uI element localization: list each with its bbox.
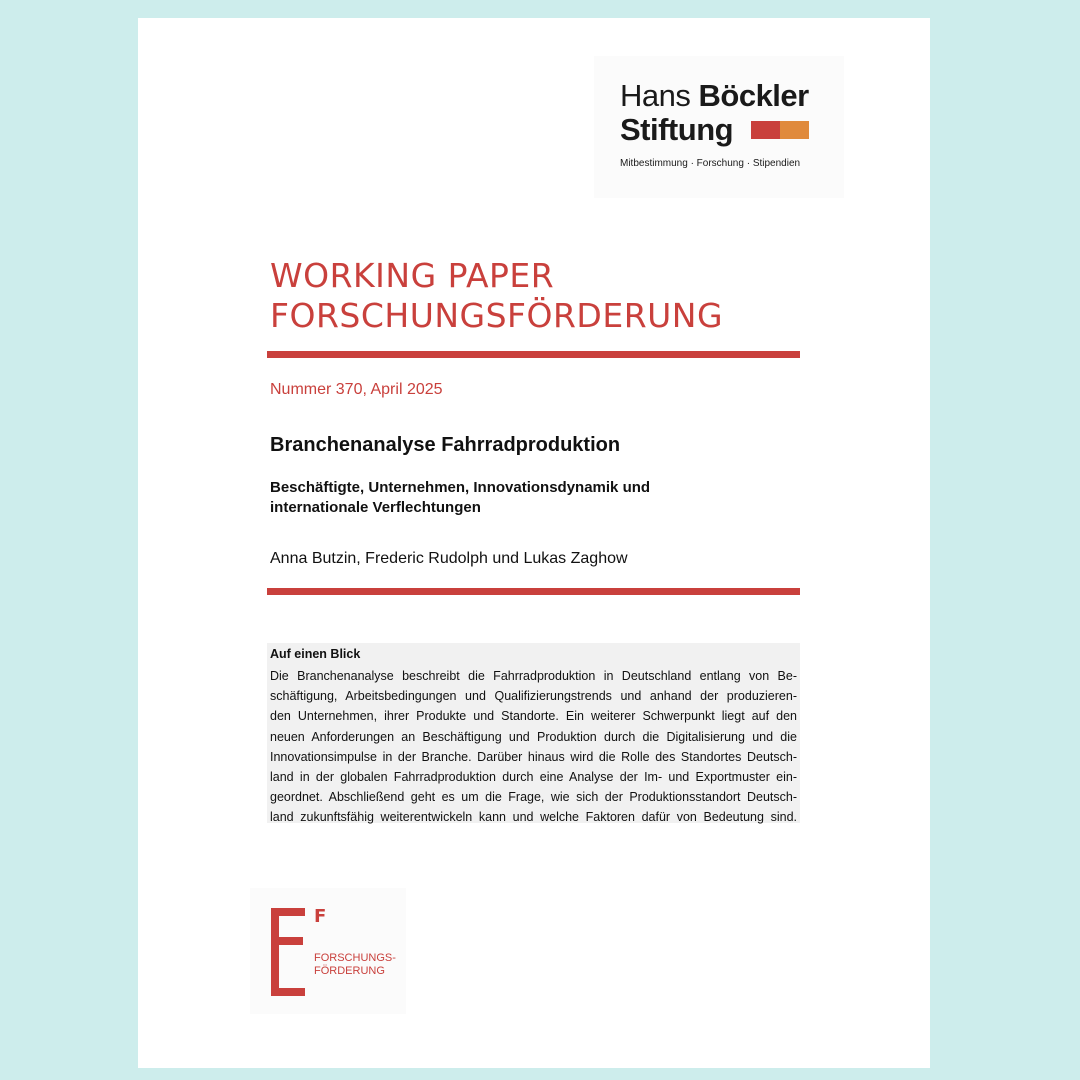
ff-logo-stem [271, 908, 279, 996]
logo-stiftung: Stiftung [620, 112, 734, 147]
abstract-line: geordnet. Abschließend geht es um die Frage, wie sich der Produktionsstandort Deutsch- [270, 790, 797, 805]
logo-orange-square [780, 121, 809, 139]
abstract-line: den Unternehmen, ihrer Produkte und Standorte. Ein weiterer Schwerpunkt liegt auf den [270, 709, 797, 724]
ff-logo-line1: FORSCHUNGS- [314, 952, 396, 964]
abstract-text [270, 666, 797, 828]
logo-tagline: Mitbestimmung · Forschung · Stipendien [620, 158, 801, 169]
hans-boeckler-stiftung-logo [594, 56, 844, 198]
abstract-line: land zukunftsfähig weiterentwickeln kann und welche Faktoren dafür von Bedeutung sind. [270, 810, 797, 825]
logo-red-square [751, 121, 780, 139]
logo-hans: Hans [620, 78, 691, 113]
top-divider [267, 351, 800, 358]
ff-logo-top-bar [271, 908, 305, 916]
subtitle-line1: Beschäftigte, Unternehmen, Innovationsdynamik und [270, 479, 651, 496]
abstract-line: land in der globalen Fahrradproduktion durch eine Analyse der Im- und Exportmuster ein- [270, 770, 797, 785]
document-title: Branchenanalyse Fahrradproduktion [270, 434, 621, 456]
ff-logo-line2: FÖRDERUNG [314, 965, 385, 977]
abstract-box [267, 643, 800, 823]
ff-logo-text [314, 952, 396, 978]
abstract-line: neuen Anforderungen an Beschäftigung und Produktion durch die Digitalisierung und die [270, 729, 797, 744]
forschungsfoerderung-logo [250, 888, 406, 1014]
subtitle-line2: internationale Verflechtungen [270, 499, 481, 516]
ff-logo-middle-bar [271, 937, 303, 945]
logo-boeckler: Böckler [698, 78, 809, 113]
abstract-line: schäftigung, Arbeitsbedingungen und Qualifizierungstrends und anhand der produzieren- [270, 689, 797, 704]
series-title [270, 256, 723, 336]
document-subtitle [270, 478, 650, 518]
series-title-line1: WORKING PAPER [270, 256, 555, 295]
series-title-line2: FORSCHUNGSFÖRDERUNG [270, 296, 724, 335]
issue-number: Nummer 370, April 2025 [270, 381, 443, 398]
authors: Anna Butzin, Frederic Rudolph und Lukas Zaghow [270, 550, 628, 567]
bottom-divider [267, 588, 800, 595]
ff-logo-small-letter: F [314, 906, 327, 927]
document-page [138, 18, 930, 1068]
abstract-line: Innovationsimpulse in der Branche. Darüber hinaus wird die Rolle des Standortes Deutsch- [270, 749, 797, 764]
abstract-heading: Auf einen Blick [270, 647, 361, 661]
abstract-line: Die Branchenanalyse beschreibt die Fahrradproduktion in Deutschland entlang von Be- [270, 669, 797, 683]
logo-name-line [620, 78, 809, 114]
ff-logo-bottom-bar [271, 988, 305, 996]
